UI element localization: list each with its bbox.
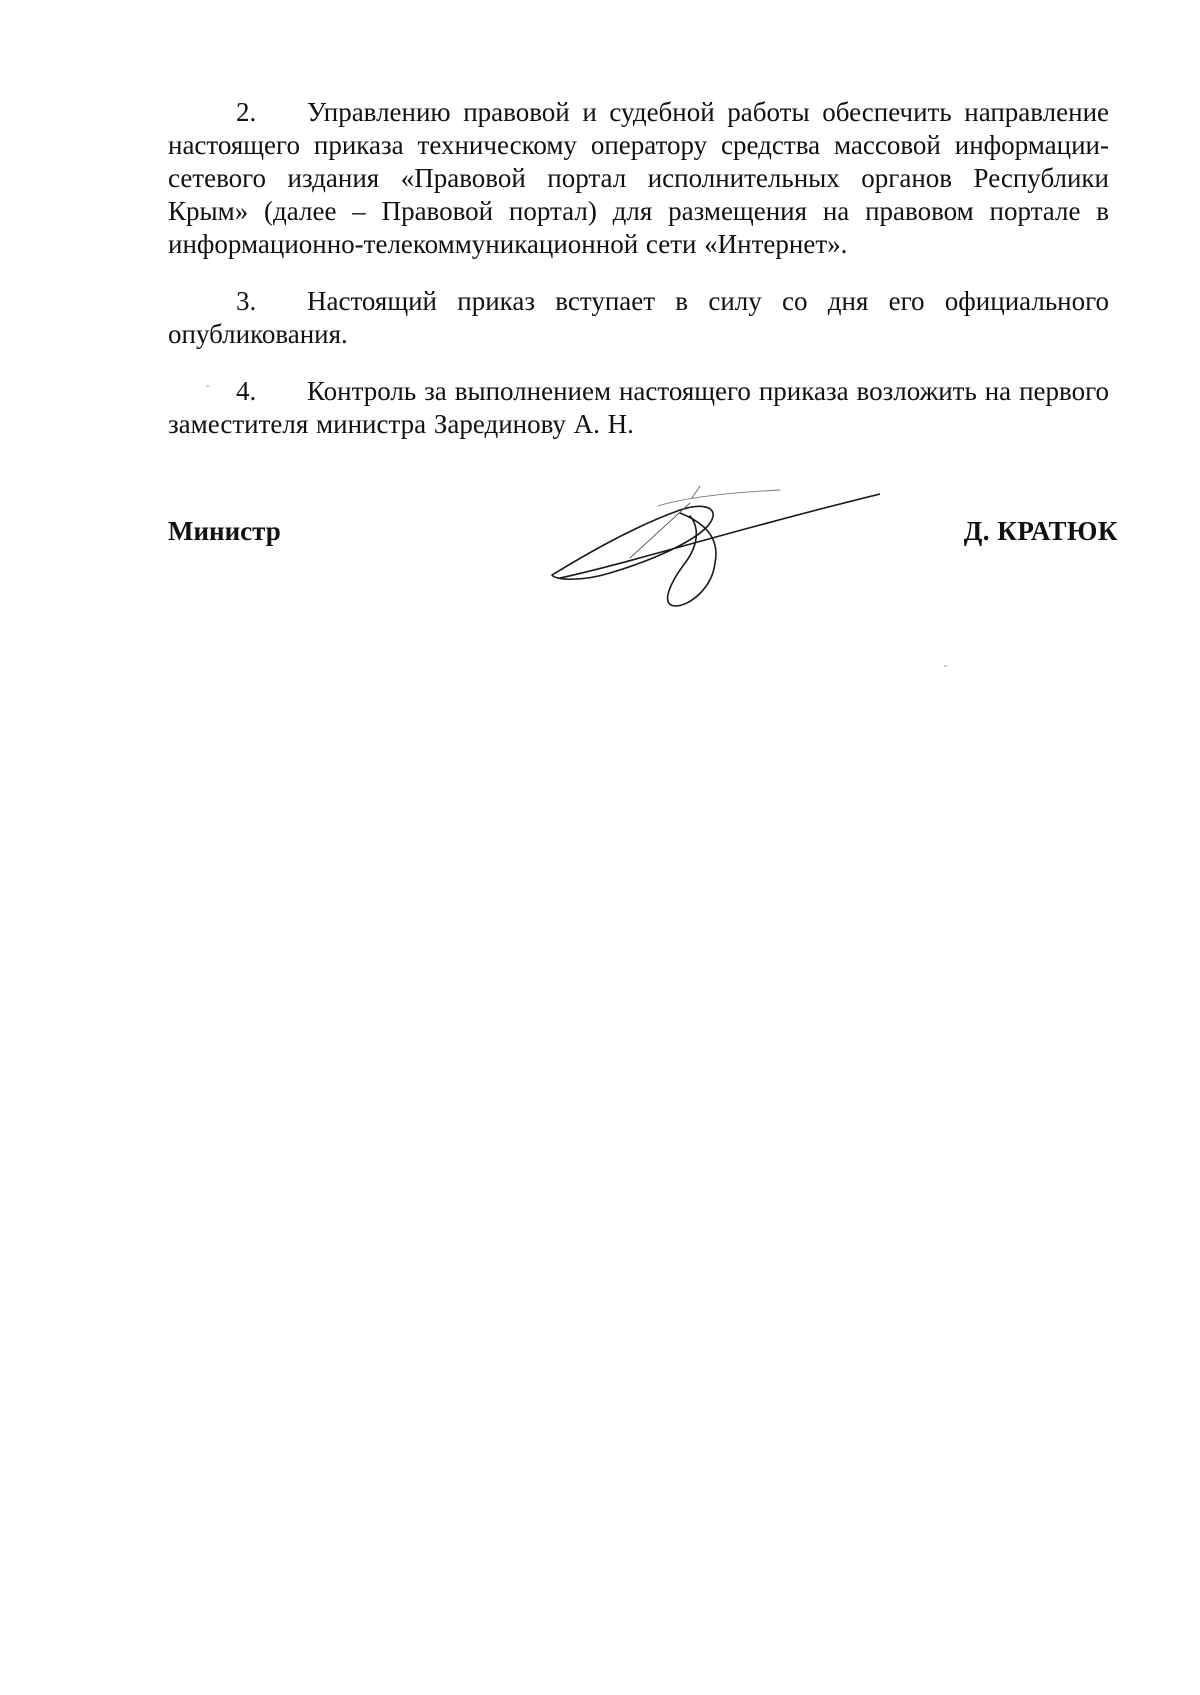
scan-speck <box>206 385 209 387</box>
item-text: Контроль за выполнением настоящего приказа возложить на первого заместителя министра Зарединову А. Н. <box>168 376 1109 439</box>
item-number: 2. <box>236 97 257 127</box>
item-text: Управлению правовой и судебной работы обеспечить направление настоящего приказа техническому оператору средства массовой информации-сетевого издания «Правовой портал исполнительных органов Республики Крым» (далее – Правовой портал) для размещения на правовом портале в информационно-телекоммуникационной сети «Интернет». <box>168 97 1109 259</box>
order-item-4 <box>168 375 1109 441</box>
signer-position: Министр <box>168 516 281 546</box>
order-item-2 <box>168 96 1109 261</box>
item-number: 3. <box>236 286 257 316</box>
handwritten-signature <box>540 478 880 613</box>
signer-name: Д. КРАТЮК <box>963 516 1118 546</box>
scan-speck <box>944 665 947 667</box>
order-items <box>168 96 1109 465</box>
order-item-3 <box>168 285 1109 351</box>
item-number: 4. <box>236 376 257 406</box>
item-text: Настоящий приказ вступает в силу со дня его официального опубликования. <box>168 286 1109 349</box>
